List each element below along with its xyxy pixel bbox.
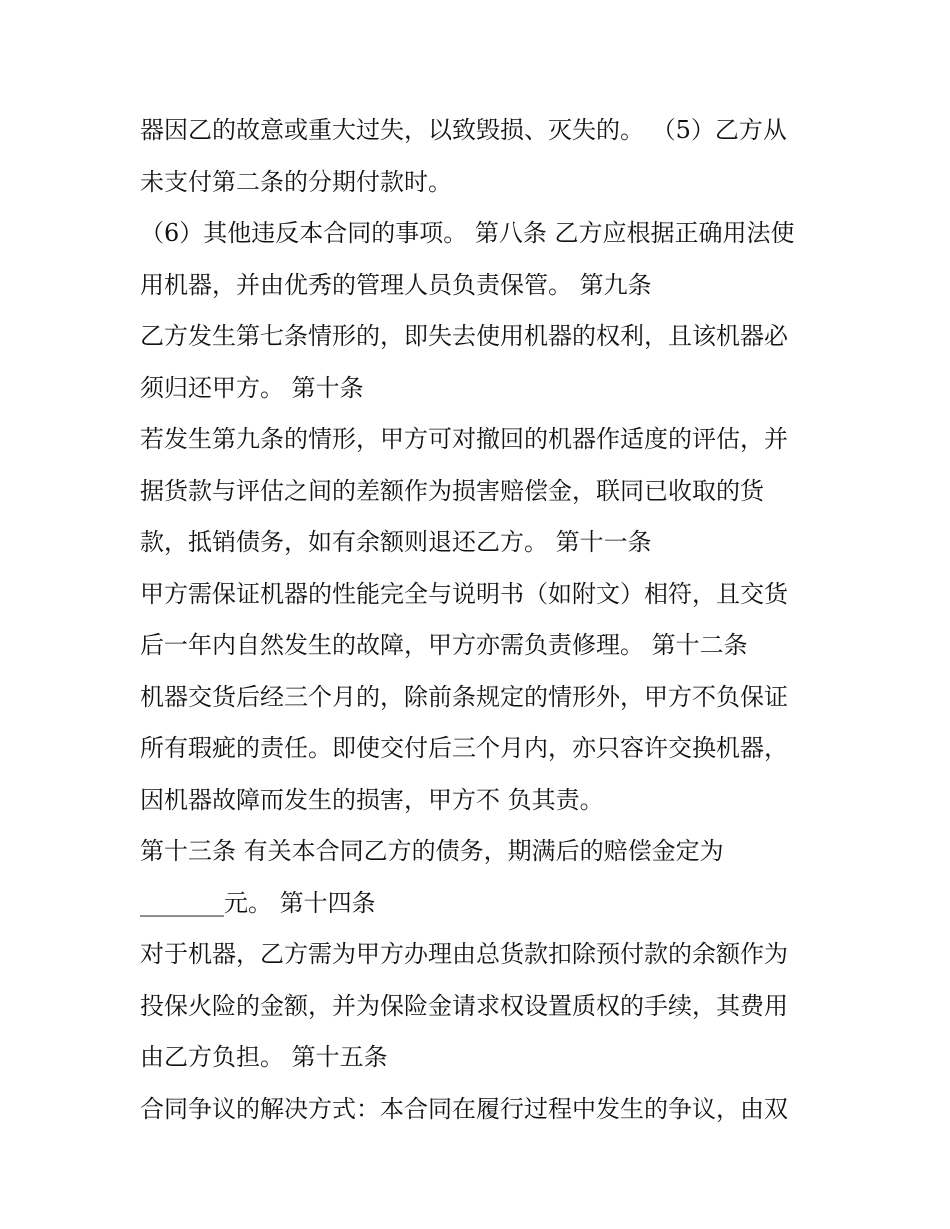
text-line: 甲方需保证机器的性能完全与说明书（如附文）相符，且交货 xyxy=(140,579,788,608)
text-line: 用机器，并由优秀的管理人员负责保管。 第九条 xyxy=(140,270,652,299)
text-line: 若发生第九条的情形，甲方可对撤回的机器作适度的评估，并 xyxy=(140,425,788,453)
text-line: 第十三条 有关本合同乙方的债务，期满后的赔偿金定为 xyxy=(140,837,724,865)
text-line: 对于机器，乙方需为甲方办理由总货款扣除预付款的余额作为 xyxy=(140,940,788,968)
text-line: 须归还甲方。 第十条 xyxy=(140,373,364,402)
text-line: 款，抵销债务，如有余额则退还乙方。 第十一条 xyxy=(140,528,652,556)
contract-text xyxy=(140,108,820,1138)
text-line: 由乙方负担。 第十五条 xyxy=(140,1043,388,1071)
text-line: 投保火险的金额，并为保险金请求权设置质权的手续，其费用 xyxy=(140,991,788,1020)
text-line: 器因乙的故意或重大过失，以致毁损、灭失的。 （5）乙方从 xyxy=(140,116,787,144)
text-line: 后一年内自然发生的故障，甲方亦需负责修理。 第十二条 xyxy=(140,631,748,659)
text-line: 机器交货后经三个月的，除前条规定的情形外，甲方不负保证 xyxy=(140,682,788,711)
text-line: 未支付第二条的分期付款时。 xyxy=(140,167,452,196)
text-line: （6）其他违反本合同的事项。 第八条 乙方应根据正确用法使 xyxy=(140,219,795,247)
text-line: 据货款与评估之间的差额作为损害赔偿金，联同已收取的货 xyxy=(140,476,764,505)
text-line: 因机器故障而发生的损害，甲方不 负其责。 xyxy=(140,785,604,814)
text-line: 所有瑕疵的责任。即使交付后三个月内，亦只容许交换机器， xyxy=(140,734,788,762)
text-line: 合同争议的解决方式：本合同在履行过程中发生的争议，由双 xyxy=(140,1094,788,1123)
text-line: 乙方发生第七条情形的，即失去使用机器的权利，且该机器必 xyxy=(140,322,788,350)
text-line: _______元。 第十四条 xyxy=(140,888,376,917)
